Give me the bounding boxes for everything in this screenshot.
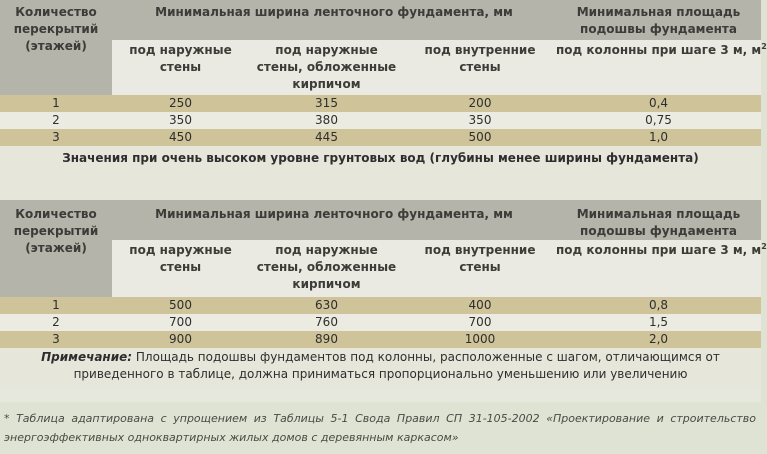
footnote-line-1: * Таблица адаптирована с упрощением из Таблицы 5-1 Свода Правил СП 31-105-2002 «Проектирование и строительство [4, 412, 756, 425]
header-width-group: Минимальная ширина ленточного фундамента, мм [112, 0, 556, 40]
footnote-line-2: энергоэффективных одноквартирных жилых домов с деревянным каркасом» [4, 431, 459, 444]
foundation-table-normal [0, 0, 767, 200]
subheader-column: под колонны при шаге 3 м, $м^2$ [556, 240, 761, 297]
note-block [0, 348, 761, 388]
note-text: Площадь подошвы фундаментов под колонны, расположенные с шагом, отличающимся от приведенного в таблице, должна приниматься пропорционально уменьшению или увеличению [73, 350, 720, 381]
subheader-brick: под наружные стены, обложенные кирпичом [249, 40, 404, 95]
table-row: 1 500 630 400 0,8 [0, 297, 761, 314]
note-label: Примечание: [41, 350, 133, 364]
header-floors: Количество перекрытий (этажей) [0, 0, 112, 95]
table-row: 3 450 445 500 1,0 [0, 129, 761, 146]
table-row: 2 350 380 350 0,75 [0, 112, 761, 129]
foundation-table-high-water [0, 200, 767, 388]
table-row: 3 900 890 1000 2,0 [0, 331, 761, 348]
subheader-brick: под наружные стены, обложенные кирпичом [249, 240, 404, 297]
header-area-group: Минимальная площадь подошвы фундамента [556, 200, 761, 240]
table-row: 2 700 760 700 1,5 [0, 314, 761, 331]
source-footnote [4, 409, 756, 447]
water-level-caption: Значения при очень высоком уровне грунтовых вод (глубины менее ширины фундамента) [0, 146, 761, 200]
header-width-group: Минимальная ширина ленточного фундамента, мм [112, 200, 556, 240]
subheader-inner: под внутренние стены [404, 40, 556, 95]
header-area-group: Минимальная площадь подошвы фундамента [556, 0, 761, 40]
subheader-outer: под наружные стены [112, 240, 249, 297]
subheader-outer: под наружные стены [112, 40, 249, 95]
table-row: 1 250 315 200 0,4 [0, 95, 761, 112]
subheader-inner: под внутренние стены [404, 240, 556, 297]
subheader-column: под колонны при шаге 3 м, $м^2$ [556, 40, 761, 95]
header-floors: Количество перекрытий (этажей) [0, 200, 112, 297]
